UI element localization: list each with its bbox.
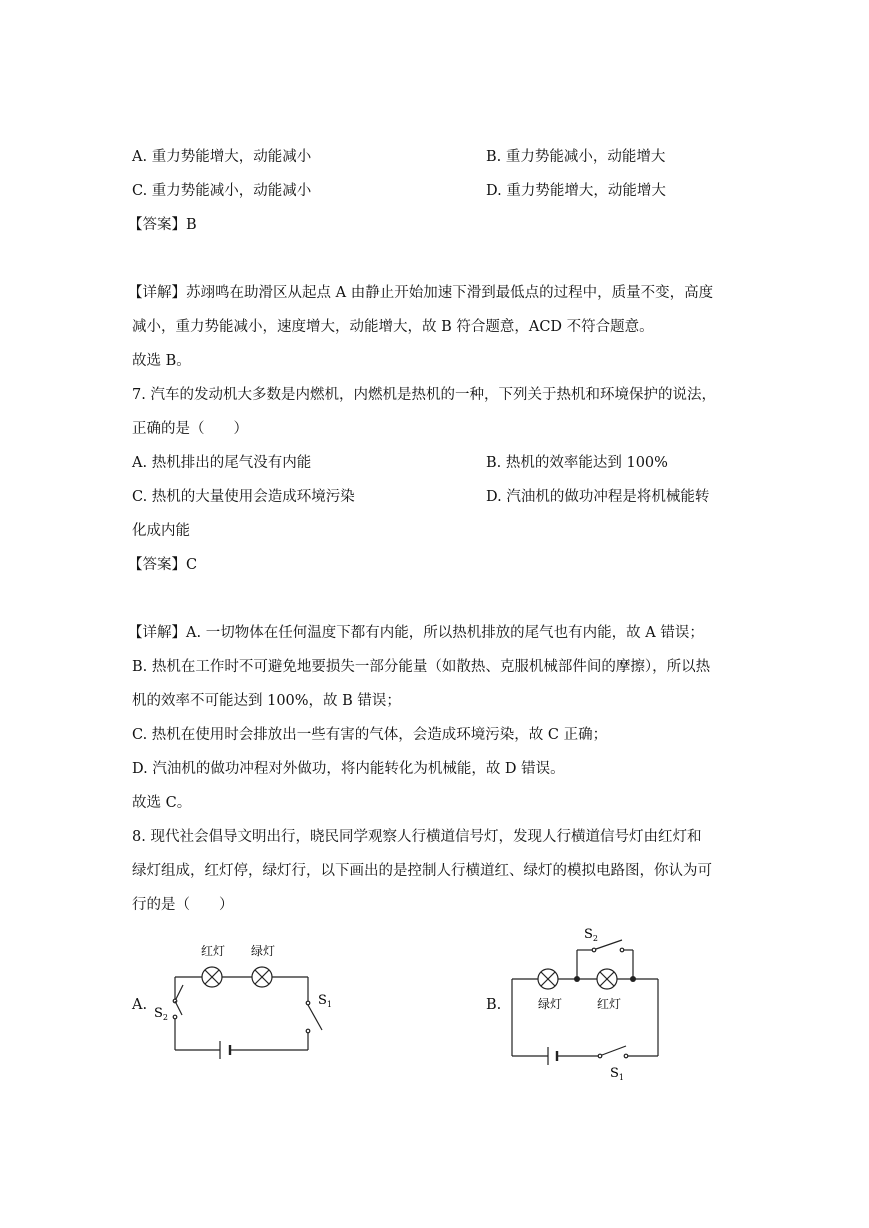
q6-detail-line-3: 故选 B。 — [132, 353, 191, 369]
svg-text:S2 — [154, 1006, 168, 1022]
junction-dot-left — [574, 976, 580, 982]
circuit-b-option-label: B. — [486, 997, 502, 1013]
circuit-b-s2-label: S — [584, 927, 593, 942]
svg-text:S1 — [610, 1066, 624, 1082]
circuit-a-option-label: A. — [132, 997, 148, 1013]
green-lamp-icon — [538, 969, 558, 989]
q6-option-a: A. 重力势能增大，动能减小 — [132, 149, 312, 165]
circuit-b-red-lamp-label: 红灯 — [597, 997, 622, 1011]
circuit-a-diagram — [140, 935, 360, 1065]
q8-stem-line-1: 8. 现代社会倡导文明出行，晓民同学观察人行横道信号灯，发现人行横道信号灯由红灯和 — [132, 829, 702, 845]
q6-option-b: B. 重力势能减小，动能增大 — [486, 149, 666, 165]
red-lamp-icon — [202, 967, 222, 987]
red-lamp-icon — [597, 969, 617, 989]
q7-stem-line-1: 7. 汽车的发动机大多数是内燃机，内燃机是热机的一种，下列关于热机和环境保护的说法， — [132, 387, 716, 403]
circuit-b-green-lamp-label: 绿灯 — [538, 997, 563, 1011]
q7-detail-line-6: 故选 C。 — [132, 795, 192, 811]
circuit-b-s2-sub: 2 — [592, 934, 598, 943]
circuit-b-s1-label: S — [610, 1066, 619, 1081]
battery-icon — [220, 1041, 230, 1059]
q7-option-a: A. 热机排出的尾气没有内能 — [132, 455, 312, 471]
q7-option-c: C. 热机的大量使用会造成环境污染 — [132, 489, 355, 505]
q6-option-d: D. 重力势能增大，动能增大 — [486, 183, 666, 199]
q7-detail-line-2: B. 热机在工作时不可避免地要损失一部分能量（如散热、克服机械部件间的摩擦），所以热 — [132, 659, 711, 675]
q7-stem-line-2: 正确的是（ ） — [132, 421, 248, 437]
q7-option-b: B. 热机的效率能达到 100% — [486, 455, 668, 471]
q6-answer: 【答案】B — [128, 217, 197, 233]
circuit-a-s2-sub: 2 — [162, 1013, 168, 1022]
switch-s2-icon — [596, 940, 622, 949]
switch-s2-icon — [175, 985, 183, 1001]
q6-option-c: C. 重力势能减小，动能减小 — [132, 183, 312, 199]
battery-icon — [548, 1047, 557, 1065]
switch-s1-icon — [602, 1046, 626, 1055]
circuit-a-s1-sub: 1 — [326, 1000, 332, 1009]
q7-option-d: D. 汽油机的做功冲程是将机械能转 — [486, 489, 710, 505]
q7-detail-line-5: D. 汽油机的做功冲程对外做功，将内能转化为机械能，故 D 错误。 — [132, 761, 565, 777]
circuit-a-s2-label: S — [154, 1006, 163, 1021]
green-lamp-icon — [252, 967, 272, 987]
svg-text:S1 — [318, 993, 332, 1009]
q6-detail-line-1: 【详解】苏翊鸣在助滑区从起点 A 由静止开始加速下滑到最低点的过程中，质量不变，高度 — [128, 285, 714, 301]
q7-detail-line-4: C. 热机在使用时会排放出一些有害的气体，会造成环境污染，故 C 正确； — [132, 727, 608, 743]
circuit-b-diagram — [500, 920, 680, 1085]
q7-detail-line-3: 机的效率不可能达到 100%，故 B 错误； — [132, 693, 401, 709]
switch-s1-icon — [308, 1005, 322, 1030]
q7-detail-line-1: 【详解】A. 一切物体在任何温度下都有内能，所以热机排放的尾气也有内能，故 A 错误； — [128, 625, 704, 641]
junction-dot-right — [630, 976, 636, 982]
circuit-a-s1-label: S — [318, 993, 327, 1008]
circuit-a-red-lamp-label: 红灯 — [201, 944, 226, 958]
q7-answer: 【答案】C — [128, 557, 198, 573]
q7-option-d-continued: 化成内能 — [132, 523, 190, 539]
circuit-a-green-lamp-label: 绿灯 — [251, 944, 276, 958]
circuit-b-s1-sub: 1 — [618, 1073, 624, 1082]
q6-detail-line-2: 减小，重力势能减小，速度增大，动能增大，故 B 符合题意，ACD 不符合题意。 — [132, 319, 654, 335]
q8-stem-line-2: 绿灯组成，红灯停，绿灯行，以下画出的是控制人行横道红、绿灯的模拟电路图，你认为可 — [132, 863, 712, 879]
q8-stem-line-3: 行的是（ ） — [132, 897, 234, 913]
svg-text:S2 — [584, 927, 598, 943]
